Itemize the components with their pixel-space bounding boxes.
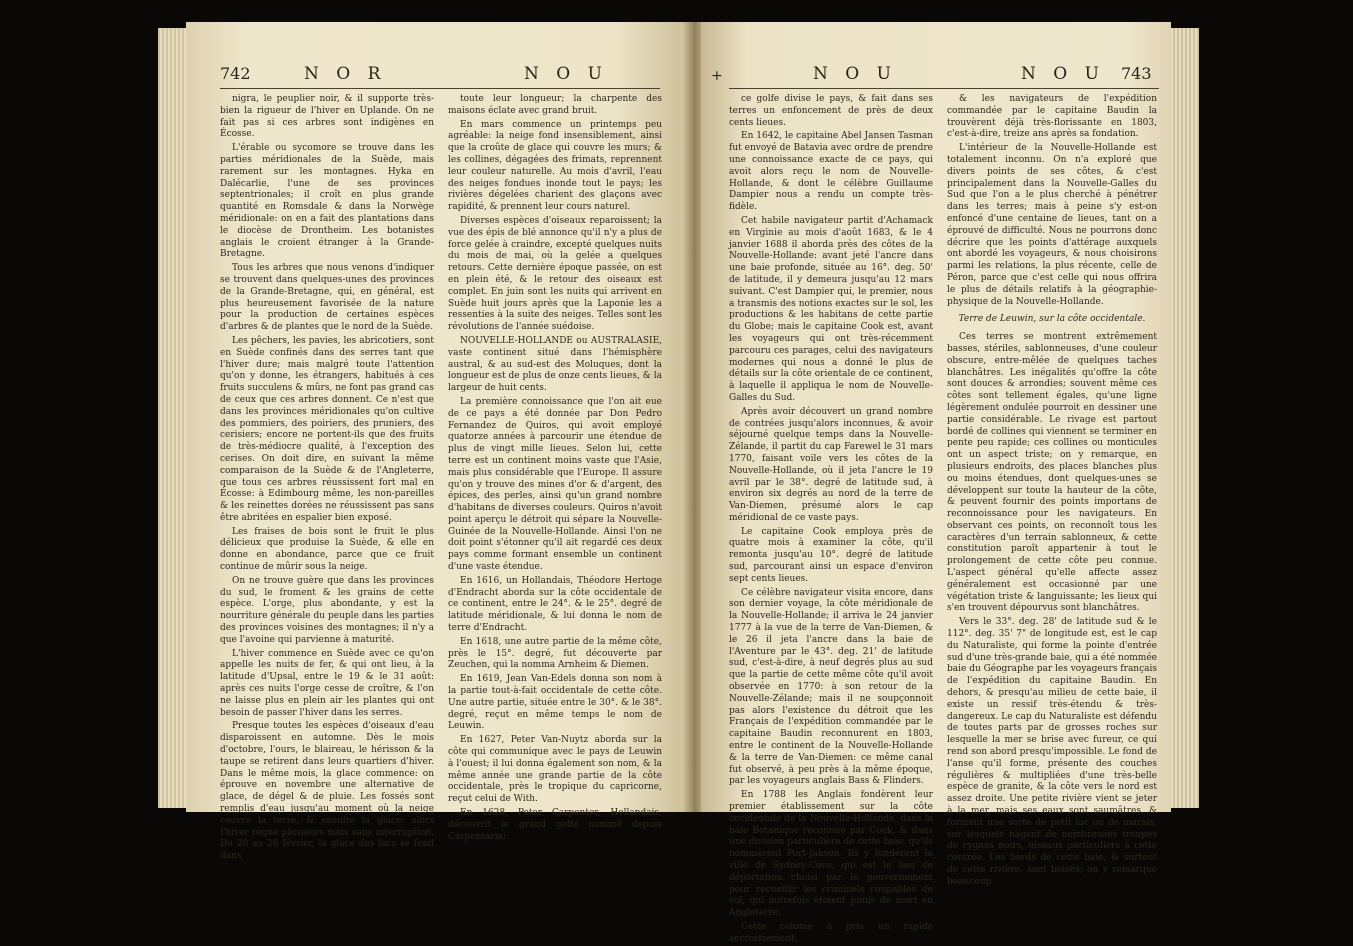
left-column-1	[220, 94, 434, 862]
paragraph: Ce célèbre navigateur visita encore, dans son dernier voyage, la côte méridionale de la Nouvelle-Hollande; il arriva le 24 janvier 1777 à la vue de la terre de Van-Diemen, & le 26 il jeta l'ancre dans la baie de l'Aventure par le 43°. deg. 21' de latitude sud, c'est-à-dire, à neuf degrés plus au sud que la partie de cette même côte qu'il avoit observée en 1770: à son retour de la Nouvelle-Zélande; mais il ne soupçonnoit pas alors l'existence du détroit que les Français de l'expédition commandée par le capitaine Baudin reconnurent en 1803, entre le continent de la Nouvelle-Hollande & la terre de Van-Diemen: ce même canal fut observé, à peu près à la même époque, par les voyageurs anglais Bass & Flinders.	[729, 587, 933, 787]
left-running-head-2: N O U	[524, 64, 608, 84]
paragraph: En 1616, un Hollandais, Théodore Hertoge d'Endracht aborda sur la côte occidentale de ce continent, entre le 24°. & le 25°. degré de latitude méridionale, & lui donna le nom de terre d'Endracht.	[448, 575, 662, 634]
paragraph: Ces terres se montrent extrêmement basses, stériles, sablonneuses, d'une couleur obscure, entre-mêlée de quelques taches blanchâtres. Les inégalités qu'offre la côte sont douces & arrondies; souvent même ces côtes sont tellement égales, qu'une ligne légèrement ondulée pourroit en dessiner une partie considérable. Le rivage est partout bordé de collines qui viennent se terminer en pente peu rapide; ces collines ou monticules ont un aspect triste; on y remarque, en plusieurs endroits, des places blanches plus ou moins étendues, dont quelques-unes se développent sur toute la hauteur de la côte, & peuvent fournir des points importans de reconnoissance pour les navigateurs. En observant ces points, on reconnoît tous les caractères d'un terrain sablonneux, & cette constitution paroît appartenir à tout le prolongement de cette côte peu connue. L'aspect général qu'elle affecte assez généralement est occasionné par une végétation triste & languissante; les lieux qui s'en trouvent dépourvus sont blanchâtres.	[947, 332, 1157, 614]
left-running-head-1: N O R	[304, 64, 387, 84]
paragraph: nigra, le peuplier noir, & il supporte très-bien la rigueur de l'hiver en Uplande. On ne fait pas si ces arbres sont indigènes en Écosse.	[220, 94, 434, 140]
paragraph: Les fraises de bois sont le fruit le plus délicieux que produise la Suède, & elle en donne en abondance, parce que ce fruit continue de mûrir sous la neige.	[220, 526, 434, 573]
paragraph: Tous les arbres que nous venons d'indiquer se trouvent dans quelques-unes des provinces de la Grande-Bretagne, qui, en général, est plus heureusement favorisée de la nature pour la production de certaines espèces d'arbres & de plantes que le nord de la Suède.	[220, 263, 434, 333]
paragraph: L'érable ou sycomore se trouve dans les parties méridionales de la Suède, mais rarement sur les montagnes. Hyka en Dalécarlie, l'une de ses provinces septentrionales; il croît en plus grande quantité en Romsdale & dans la Norwège méridionale: on en a fait des plantations dans le diocèse de Drontheim. Les botanistes anglais le croient étranger à la Grande-Bretagne.	[220, 143, 434, 260]
paragraph: En 1619, Jean Van-Edels donna son nom à la partie tout-à-fait occidentale de cette côte. Une autre partie, située entre le 30°. & le 38°. degré, reçut en même temps le nom de Leuwin.	[448, 674, 662, 732]
paragraph: toute leur longueur; la charpente des maisons éclate avec grand bruit.	[448, 94, 662, 116]
paragraph: En 1642, le capitaine Abel Jansen Tasman fut envoyé de Batavia avec ordre de prendre une connoissance exacte de ce pays, qui avoit alors reçu le nom de Nouvelle-Hollande, & dont le célèbre Guillaume Dampier nous a rendu un compte très-fidèle.	[729, 131, 933, 213]
open-book	[96, 22, 1266, 944]
right-running-head-2: N O U	[1021, 64, 1105, 84]
paragraph: Les pêchers, les pavies, les abricotiers, sont en Suède confinés dans des serres tant que l'hiver dure; mais malgré toute l'attention qu'on y donne, les étrangers, habitués à ces fruits succulens & mûrs, ne font pas grand cas de ceux que ces arbres donnent. Ce n'est que dans les provinces méridionales qu'on cultive des pommiers, des poiriers, des pruniers, des cerisiers; encore ne portent-ils que des fruits de très-médiocre qualité, à l'exception des cerises. On doit dire, en suivant la même comparaison de la Suède & de l'Angleterre, que tous ces arbres réussissent fort mal en Écosse: à Edimbourg même, les non-pareilles & les reinettes dorées ne réussissent pas sans être abritées en espalier bien exposé.	[220, 335, 434, 523]
paragraph: L'hiver commence en Suède avec ce qu'on appelle les nuits de fer, & qui ont lieu, à la latitude d'Upsal, entre le 19 & le 31 août: après ces nuits l'orge cesse de croître, & l'on ne laisse plus en plein air les plantes qui ont besoin de passer l'hiver dans les serres.	[220, 648, 434, 718]
paragraph: En 1618, une autre partie de la même côte, près le 15°. degré, fut découverte par Zeuchen, qui la nomma Arnheim & Diemen.	[448, 636, 662, 671]
left-page-number: 742	[220, 64, 251, 83]
paragraph: ce golfe divise le pays, & fait dans ses terres un enfoncement de près de deux cents lieues.	[729, 94, 933, 128]
paragraph: Le capitaine Cook employa près de quatre mois à examiner la côte, qu'il remonta jusqu'au 10°. degré de latitude sud, parcourant ainsi un espace d'environ sept cents lieues.	[729, 526, 933, 584]
paragraph: NOUVELLE-HOLLANDE ou AUSTRALASIE, vaste continent situé dans l'hémisphère austral, & au sud-est des Moluques, dont la longueur est de plus de onze cents lieues, & la largeur de huit cents.	[448, 335, 662, 394]
paragraph: Après avoir découvert un grand nombre de contrées jusqu'alors inconnues, & avoir séjourné quelque temps dans la Nouvelle-Zélande, il partit du cap Farewel le 31 mars 1770, faisant voile vers les côtes de la Nouvelle-Hollande, où il jeta l'ancre le 19 avril par le 38°. degré de latitude sud, à environ six degrés au nord de la terre de Van-Diemen, présumé alors le cap méridional de ce vaste pays.	[729, 406, 933, 523]
header-rule	[220, 88, 660, 89]
left-page	[186, 22, 688, 862]
paragraph: En 1628, Peter Carpenter, Hollandais, découvrit le grand golfe nommé depuis Carpentaria;	[448, 808, 662, 842]
paragraph: Vers le 33°. deg. 28' de latitude sud & le 112°. deg. 35' 7" de longitude est, est le cap du Naturaliste, qui forme la pointe d'entrée sud d'une très-grande baie, qui a été nommée baie du Géographe par les voyageurs français de l'expédition du capitaine Baudin. En dehors, & presqu'au milieu de cette baie, il existe un ressif très-étendu & très-dangereux. Le cap du Naturaliste est défendu de toutes parts par de grosses roches sur lesquelle la mer se brise avec fureur, ce qui rend son abord presqu'impossible. Le fond de l'anse qu'il forme, présente des couches régulières & multipliées d'une très-belle espèce de granite, & la côte vers le nord est assez droite. Une petite rivière vient se jeter à la mer, mais ses eaux sont saumâtres, & forment une sorte de petit lac ou de marais, sur lesquels nagent de nombreuses troupes de cygnes noirs, oiseaux particuliers à cette contrée. Les bords de cette baie, & surtout de cette rivière, sont boisés; on y remarque beaucoup	[947, 617, 1158, 887]
right-column-2	[947, 94, 1158, 887]
paragraph: Presque toutes les espèces d'oiseaux d'eau disparoissent en automne. Dès le mois d'octobre, l'ours, le blaireau, le hérisson & la taupe se retirent dans leurs quartiers d'hiver. Dans le même mois, la glace commence: on éprouve en novembre une alternative de glace, de dégel & de pluie. Les fossés sont remplis d'eau jusqu'au moment où la neige couvre la terre, & ensuite la glace: alors l'hiver règne plusieurs mois sans interruption. Du 20 au 28 février, la glace des lacs se fend dans	[220, 721, 434, 862]
right-running-head-1: N O U	[813, 64, 897, 84]
paragraph: Diverses espèces d'oiseaux reparoissent; la vue des épis de blé annonce qu'il n'y a plus de force gelée à craindre, excepté quelques nuits du mois de mai, où la gelée a quelques retours. Cette dernière époque passée, on est en plein été, & le retour des oiseaux est complet. En juin sont les nuits qui arrivent en Suède huit jours après que la Laponie les a ressenties à la suite des neiges. Telles sont les révolutions de l'année suédoise.	[448, 215, 662, 333]
header-rule	[729, 88, 1159, 89]
paragraph: La première connoissance que l'on ait eue de ce pays a été donnée par Don Pedro Fernandez de Quiros, qui avoit employé quatorze années à parcourir une étendue de plus de vingt mille lieues. Selon lui, cette terre est un continent moins vaste que l'Asie, mais plus considérable que l'Europe. Il assure qu'on y trouve des mines d'or & d'argent, des épices, des perles, ainsi qu'un grand nombre d'habitans de diverses couleurs. Quiros n'avoit point aperçu le détroit qui sépare la Nouvelle-Guinée de la Nouvelle-Hollande. Ainsi l'on ne doit point s'étonner qu'il ait regardé ces deux pays comme formant ensemble un continent d'une vaste étendue.	[448, 396, 662, 573]
paragraph: En mars commence un printemps peu agréable: la neige fond insensiblement, ainsi que la croûte de glace qui couvre les murs; & les collines, dégagées des frimats, reprennent leur couleur naturelle. Au mois d'avril, l'eau des neiges fondues inonde tout le pays; les rivières dégelées charient des glaçons avec rapidité, & prennent leur cours naturel.	[448, 119, 662, 213]
paragraph: On ne trouve guère que dans les provinces du sud, le froment & les grains de cette espèce. L'orge, plus abondante, y est la nourriture générale du peuple dans les parties des provinces voisines des montagnes; il n'y a que l'avoine qui parvienne à maturité.	[220, 575, 434, 645]
right-page-number: 743	[1121, 64, 1152, 83]
paragraph: En 1627, Peter Van-Nuytz aborda sur la côte qui communique avec le pays de Leuwin à l'ouest; il lui donna également son nom, & la même année une grande partie de la côte occidentale, près le tropique du capricorne, reçut celui de With.	[448, 735, 662, 805]
paragraph: Terre de Leuwin, sur la côte occidentale.	[958, 314, 1146, 325]
plus-mark: +	[711, 68, 723, 84]
paragraph: L'intérieur de la Nouvelle-Hollande est totalement inconnu. On n'a exploré que divers points de ses côtes, & c'est principalement dans la Nouvelle-Galles du Sud que l'on a le plus cherché à pénétrer dans les terres; mais à peine s'y est-on enfoncé d'une centaine de lieues, tant on a éprouvé de difficulté. Nous ne pourrons donc décrire que les points d'attérage auxquels ont abordé les voyageurs, & nous choisirons parmi les relations, la plus récente, celle de Péron, parce que c'est celle qui nous offrira le plus de détails relatifs à la géographie-physique de la Nouvelle-Hollande.	[947, 143, 1157, 307]
right-page-edges	[1171, 28, 1199, 808]
paragraph: Cet habile navigateur partit d'Achamack en Virginie au mois d'août 1683, & le 4 janvier 1688 il aborda près des côtes de la Nouvelle-Hollande: avant jeté l'ancre dans une baie profonde, située au 16°. deg. 50' de latitude, il y demeura jusqu'au 12 mars suivant. C'est Dampier qui, le premier, nous a transmis des notions exactes sur le sol, les productions & les habitans de cette partie du Globe; mais le capitaine Cook est, avant les voyageurs qui ont très-récemment parcouru ces parages, celui des navigateurs modernes qui nous a donné le plus de détails sur la côte orientale de ce continent, à laquelle il appliqua le nom de Nouvelle-Galles du Sud.	[729, 215, 933, 403]
paragraph: Cette colonie a pris un rapide accroissement,	[729, 921, 933, 944]
right-page	[701, 22, 1171, 944]
left-page-edges	[158, 28, 188, 808]
left-column-2	[448, 94, 662, 842]
paragraph: & les navigateurs de l'expédition commandée par le capitaine Baudin la trouvèrent déjà très-florissante en 1803, c'est-à-dire, treize ans après sa fondation.	[947, 94, 1157, 140]
right-column-1	[729, 94, 933, 944]
paragraph: En 1788 les Anglais fondèrent leur premier établissement sur la côte occidentale de la Nouvelle-Hollande, dans la baie Botanique reconnue par Cook, & dans une division particulière de cette baie, qu'ils nommèrent Port-Jakson. Ils y fondèrent la ville de Sydney-Cove, qui est le lieu de déportation choisi par le gouvernement pour recueillir les criminels coupables de vol, qui autrefois étoient punis de mort en Angleterre.	[729, 790, 933, 919]
